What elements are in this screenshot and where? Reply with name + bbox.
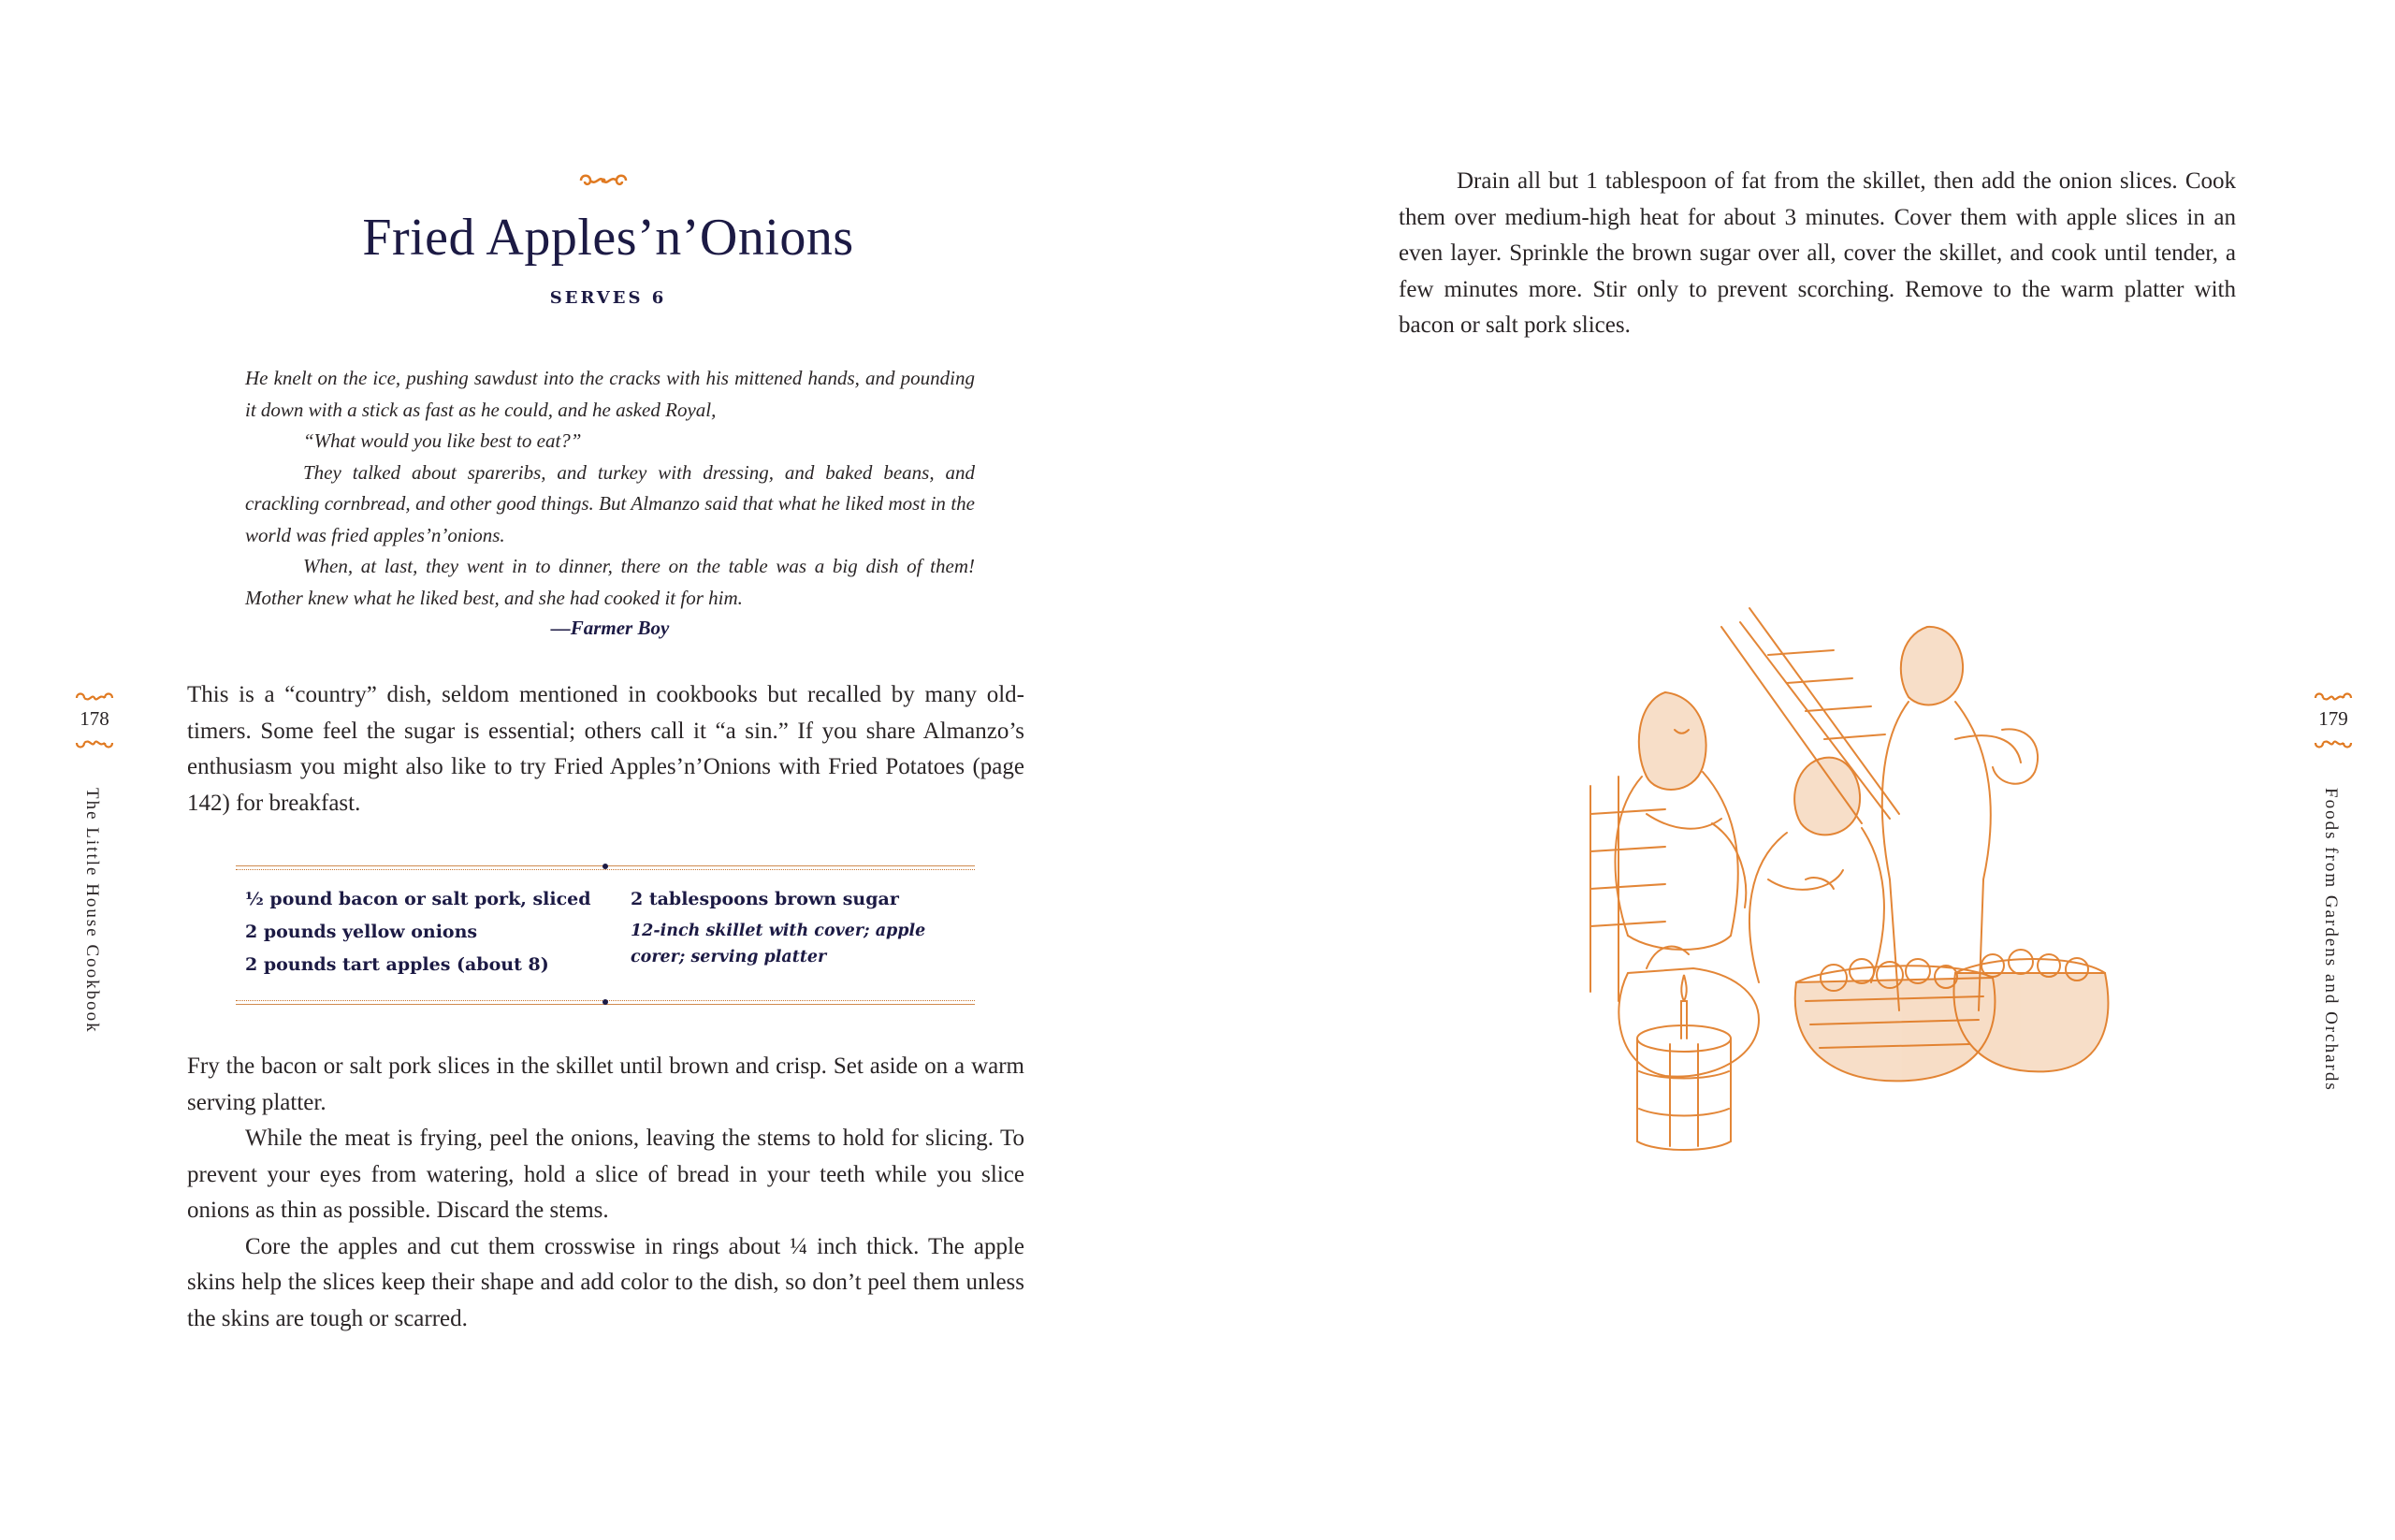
running-head-right: Foods from Gardens and Orchards [2321,788,2341,1092]
children-with-apple-baskets-illustration [1553,599,2114,1160]
ingredient-item: 2 pounds yellow onions [245,922,478,942]
intro-text: This is a “country” dish, seldom mentioned in cookbooks but recalled by many old-timers. Some feel the sugar is essential; others call it “a sin.” If you share Almanzo’s enthusiasm you might also like to try Fried Apples’n’Onions with Fried Potatoes (page 142) for breakfast. [187,682,1024,816]
page-number-ornament-icon [73,690,116,705]
page-number-ornament-icon [2312,735,2355,750]
ingredient-item: 2 pounds tart apples (about 8) [245,954,549,975]
running-head-left: The Little House Cookbook [82,788,102,1034]
method-step-continued [1399,164,2236,344]
epigraph-paragraph: He knelt on the ice, pushing sawdust into the cracks with his mittened hands, and pounding it down with a stick as fast as he could, and he asked Royal, [245,367,975,421]
epigraph-paragraph: “What would you like best to eat?” [303,429,582,452]
method-steps [187,1049,1024,1337]
page-number-right: 179 [2318,707,2348,730]
ingredients-list-right [631,883,977,970]
method-step: Fry the bacon or salt pork slices in the skillet until brown and crisp. Set aside on a warm serving platter. [187,1053,1024,1115]
recipe-title: Fried Apples’n’Onions [362,209,854,267]
ingredients-rule-dot [602,864,608,869]
serves-label: SERVES 6 [549,288,667,308]
title-ornament-icon [577,171,630,190]
method-step: Drain all but 1 tablespoon of fat from the skillet, then add the onion slices. Cook them over medium-high heat for about 3 minutes. Cover them with apple slices in an even layer. Sprinkle the brown sugar over all, cover the skillet, and cook until tender, a few minutes more. Stir only to prevent scorching. Remove to the warm platter with bacon or salt pork slices. [1399,168,2236,338]
page-number-ornament-icon [73,735,116,750]
epigraph-paragraph: When, at last, they went in to dinner, there on the table was a big dish of them! Mother knew what he liked best, and she had cooked it for him. [245,555,975,609]
intro-paragraph [187,677,1024,821]
ingredients-rule-top-dots [236,869,975,870]
epigraph [245,363,975,614]
ingredient-item: 2 tablespoons brown sugar [631,889,899,909]
epigraph-paragraph: They talked about spareribs, and turkey with dressing, and baked beans, and crackling cornbread, and other good things. But Almanzo said that what he liked most in the world was fried apples’n’onions. [245,460,975,546]
ingredients-rule-dot [602,999,608,1005]
epigraph-source: —Farmer Boy [550,617,670,639]
equipment-list: 12-inch skillet with cover; apple corer; serving platter [631,922,926,966]
method-step: While the meat is frying, peel the onions, leaving the stems to hold for slicing. To prevent your eyes from watering, hold a slice of bread in your teeth while you slice onions as thin as possible. Discard the stems. [187,1126,1024,1223]
page-number-left: 178 [80,707,109,730]
page-number-ornament-icon [2312,690,2355,705]
ingredient-item: ½ pound bacon or salt pork, sliced [245,889,591,909]
method-step: Core the apples and cut them crosswise in rings about ¼ inch thick. The apple skins help the slices keep their shape and add color to the dish, so don’t peel them unless the skins are tough or scarred. [187,1233,1024,1331]
ingredients-list-left [245,883,619,981]
